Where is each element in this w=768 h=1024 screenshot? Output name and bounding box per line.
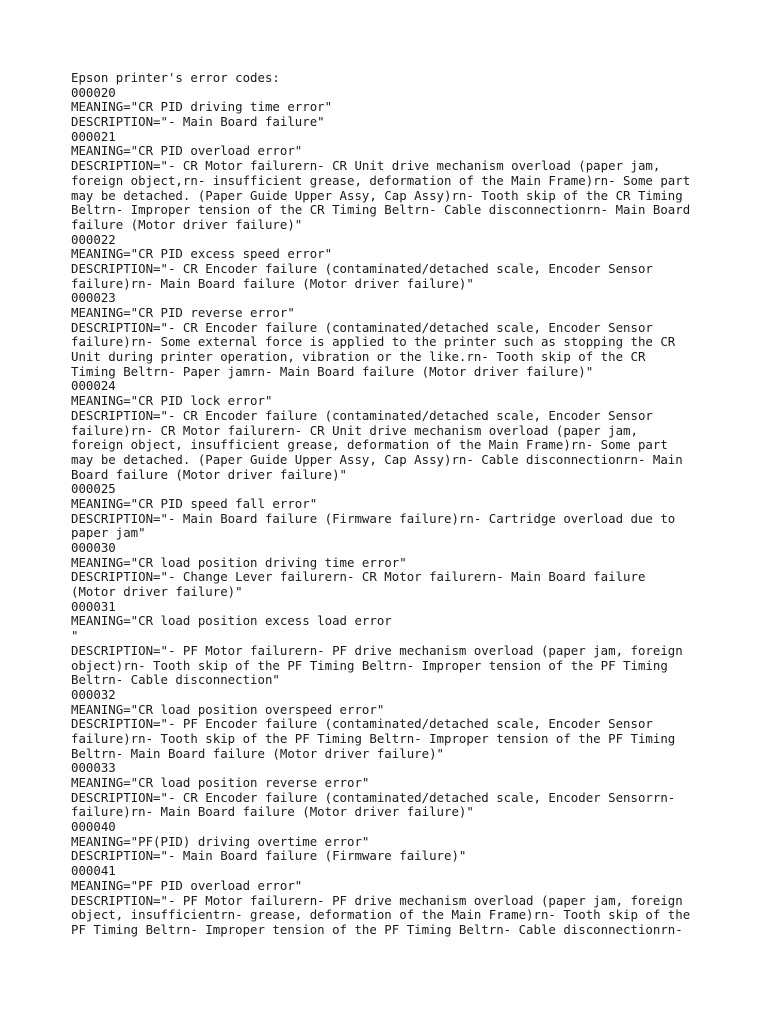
text-line: 000020 [71, 84, 116, 100]
text-line: failure)rn- Some external force is applied to the printer such as stopping the CR [71, 334, 676, 350]
text-line: failure)rn- CR Motor failurern- CR Unit drive mechanism overload (paper jam, [71, 422, 638, 438]
text-line: DESCRIPTION="- CR Encoder failure (contaminated/detached scale, Encoder Sensor [71, 260, 653, 276]
text-line: Epson printer's error codes: [71, 70, 280, 85]
text-line: failure)rn- Main Board failure (Motor driver failure)" [71, 804, 474, 820]
text-line: DESCRIPTION="- CR Encoder failure (contaminated/detached scale, Encoder Sensor [71, 319, 653, 335]
text-line: (Motor driver failure)" [71, 584, 243, 600]
text-line: " [71, 628, 79, 644]
text-line: MEANING="CR PID lock error" [71, 393, 273, 409]
text-line: DESCRIPTION="- Main Board failure" [71, 114, 325, 130]
text-line: MEANING="CR PID driving time error" [71, 99, 333, 115]
text-line: MEANING="CR load position overspeed error" [71, 701, 385, 717]
text-line: DESCRIPTION="- Main Board failure (Firmware failure)rn- Cartridge overload due to [71, 510, 676, 526]
text-line: 000021 [71, 128, 116, 144]
text-line: MEANING="CR PID overload error" [71, 143, 303, 159]
text-line: MEANING="CR load position driving time error" [71, 554, 407, 570]
text-line: 000030 [71, 540, 116, 555]
text-line: 000023 [71, 290, 116, 306]
text-line: 000032 [71, 686, 116, 702]
text-line: object, insufficientrn- grease, deformation of the Main Frame)rn- Tooth skip of the [71, 907, 691, 923]
text-line: Timing Beltrn- Paper jamrn- Main Board failure (Motor driver failure)" [71, 363, 594, 379]
text-line: foreign object,rn- insufficient grease, deformation of the Main Frame)rn- Some part [71, 172, 691, 188]
text-line: 000031 [71, 598, 116, 614]
text-line: DESCRIPTION="- PF Motor failurern- PF drive mechanism overload (paper jam, foreign [71, 642, 683, 658]
text-line: Beltrn- Cable disconnection" [71, 672, 280, 688]
text-line: failure)rn- Main Board failure (Motor driver failure)" [71, 275, 474, 291]
text-line: Beltrn- Improper tension of the CR Timing Beltrn- Cable disconnectionrn- Main Board [71, 202, 691, 218]
text-line: object)rn- Tooth skip of the PF Timing Beltrn- Improper tension of the PF Timing [71, 657, 668, 673]
text-line: 000041 [71, 863, 116, 879]
text-line: Unit during printer operation, vibration or the like.rn- Tooth skip of the CR [71, 349, 646, 365]
text-line: DESCRIPTION="- Main Board failure (Firmware failure)" [71, 848, 467, 864]
text-line: 000024 [71, 378, 116, 394]
text-line: 000033 [71, 760, 116, 776]
text-line: DESCRIPTION="- Change Lever failurern- CR Motor failurern- Main Board failure [71, 569, 646, 585]
text-line: 000025 [71, 481, 116, 497]
text-line: foreign object, insufficient grease, deformation of the Main Frame)rn- Some part [71, 437, 668, 453]
text-line: DESCRIPTION="- CR Motor failurern- CR Unit drive mechanism overload (paper jam, [71, 158, 661, 174]
text-line: MEANING="PF PID overload error" [71, 877, 303, 893]
text-line: DESCRIPTION="- CR Encoder failure (contaminated/detached scale, Encoder Sensor [71, 407, 653, 423]
text-line: PF Timing Beltrn- Improper tension of the PF Timing Beltrn- Cable disconnectionrn- [71, 921, 683, 937]
text-line: DESCRIPTION="- CR Encoder failure (contaminated/detached scale, Encoder Sensorrn- [71, 789, 676, 805]
text-line: may be detached. (Paper Guide Upper Assy, Cap Assy)rn- Cable disconnectionrn- Main [71, 451, 683, 467]
text-line: MEANING="CR PID speed fall error" [71, 495, 318, 511]
text-line: 000022 [71, 231, 116, 247]
text-line: Beltrn- Main Board failure (Motor driver failure)" [71, 745, 444, 761]
text-line: MEANING="CR load position excess load error [71, 613, 392, 629]
text-line: may be detached. (Paper Guide Upper Assy, Cap Assy)rn- Tooth skip of the CR Timing [71, 187, 683, 203]
text-line: failure)rn- Tooth skip of the PF Timing Beltrn- Improper tension of the PF Timing [71, 730, 676, 746]
text-line: DESCRIPTION="- PF Motor failurern- PF drive mechanism overload (paper jam, foreign [71, 892, 683, 908]
text-line: DESCRIPTION="- PF Encoder failure (contaminated/detached scale, Encoder Sensor [71, 716, 653, 732]
text-line: paper jam" [71, 525, 146, 541]
text-line: failure (Motor driver failure)" [71, 216, 303, 232]
text-line: Board failure (Motor driver failure)" [71, 466, 348, 482]
text-line: MEANING="CR PID excess speed error" [71, 246, 333, 262]
text-line: MEANING="PF(PID) driving overtime error" [71, 833, 370, 849]
text-line: MEANING="CR PID reverse error" [71, 305, 295, 320]
text-line: MEANING="CR load position reverse error" [71, 775, 370, 790]
document-page [71, 71, 751, 938]
text-line: 000040 [71, 819, 116, 835]
